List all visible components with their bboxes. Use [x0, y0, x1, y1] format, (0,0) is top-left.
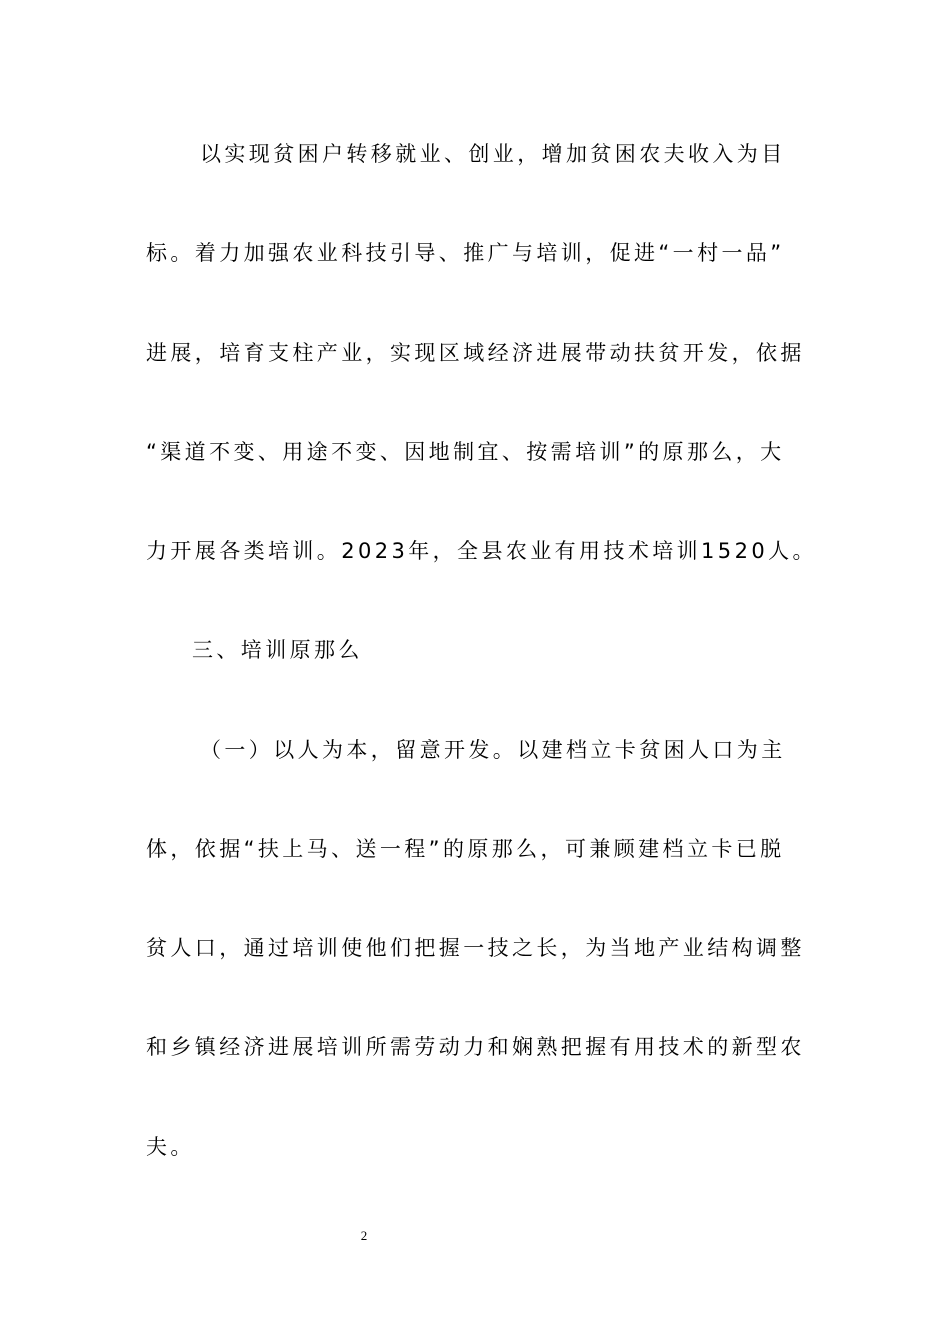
paragraph-line: 夫。	[146, 1135, 195, 1159]
section-heading: 三、培训原那么	[192, 638, 363, 662]
paragraph-line: （一）以人为本，留意开发。以建档立卡贫困人口为主	[200, 738, 786, 762]
paragraph-line: 标。着力加强农业科技引导、推广与培训，促进“一村一品”	[146, 241, 785, 265]
paragraph-line: 进展，培育支柱产业，实现区域经济进展带动扶贫开发，依据	[146, 341, 805, 365]
paragraph-line: 以实现贫困户转移就业、创业，增加贫困农夫收入为目	[200, 142, 786, 166]
paragraph-line: “渠道不变、用途不变、因地制宜、按需培训”的原那么，大	[146, 440, 785, 464]
paragraph-line: 体，依据“扶上马、送一程”的原那么，可兼顾建档立卡已脱	[146, 837, 785, 861]
paragraph-line: 和乡镇经济进展培训所需劳动力和娴熟把握有用技术的新型农	[146, 1035, 805, 1059]
paragraph-line: 贫人口，通过培训使他们把握一技之长，为当地产业结构调整	[146, 936, 805, 960]
page-number: 2	[360, 1228, 368, 1243]
paragraph-line: 力开展各类培训。2023年，全县农业有用技术培训1520人。	[146, 539, 817, 563]
